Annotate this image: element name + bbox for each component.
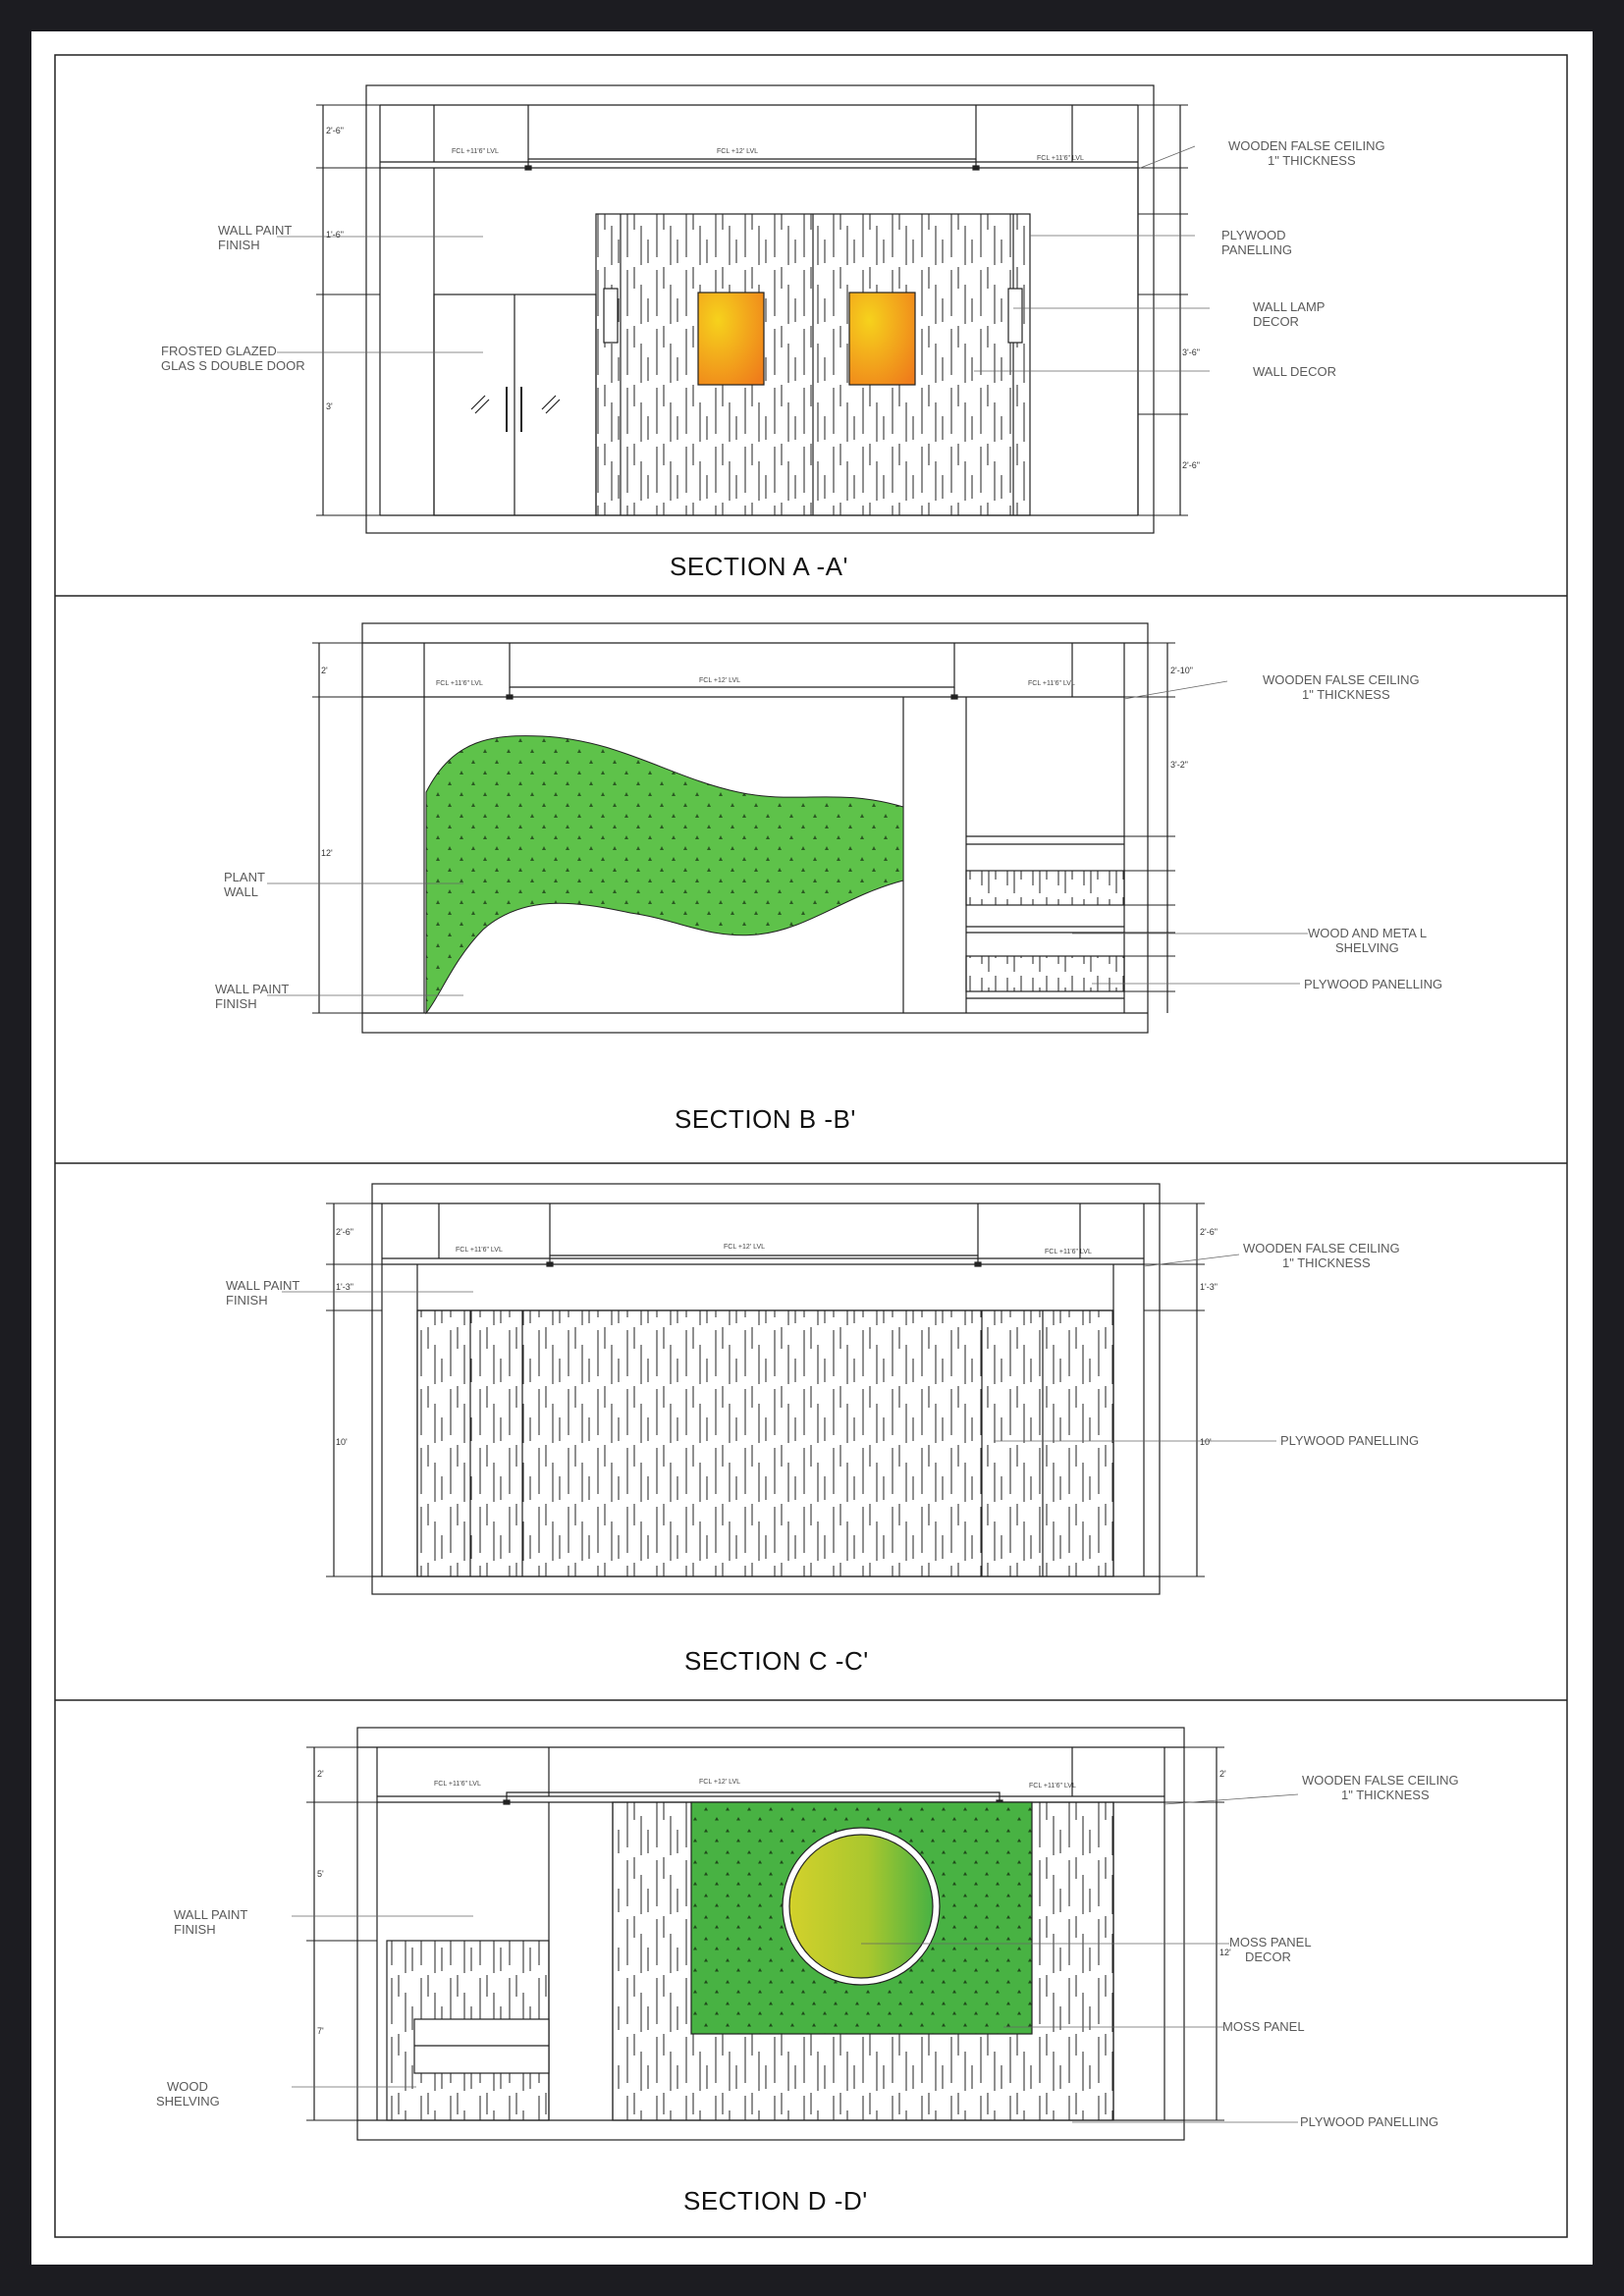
label-plywood: PLYWOOD PANELLING: [1300, 2114, 1439, 2129]
section-d-title: SECTION D -D': [683, 2186, 868, 2216]
wall-lamp-right: [849, 293, 915, 385]
label-ceiling: WOODEN FALSE CEILING: [1302, 1773, 1459, 1788]
label-wall-decor: WALL DECOR: [1253, 364, 1336, 379]
label-ceiling: WOODEN FALSE CEILING: [1263, 672, 1420, 687]
dim-label: 7': [317, 2026, 324, 2036]
dim-label: 2'-10": [1170, 666, 1193, 675]
dim-label: 2': [1219, 1769, 1226, 1779]
dim-label: 3'-6": [1182, 347, 1200, 357]
dim-label: 2': [317, 1769, 324, 1779]
dim-label: 2'-6": [1182, 460, 1200, 470]
dim-label: 1'-3": [1200, 1282, 1218, 1292]
label-plant: WALL: [224, 884, 258, 899]
label-wall-paint: WALL PAINT: [174, 1907, 248, 1922]
dim-label: 2': [321, 666, 328, 675]
fcl-label: FCL +11'6" LVL: [436, 680, 483, 687]
fcl-label: FCL +12' LVL: [724, 1244, 765, 1251]
label-shelving: WOOD: [167, 2079, 208, 2094]
label-wall-paint: FINISH: [174, 1922, 216, 1937]
moss-panel-decor: [789, 1835, 933, 1978]
section-c-title: SECTION C -C': [684, 1646, 869, 1676]
label-ceiling-thickness: 1" THICKNESS: [1302, 687, 1390, 702]
label-shelving: SHELVING: [1335, 940, 1399, 955]
fcl-label: FCL +12' LVL: [699, 677, 740, 684]
fcl-label: FCL +11'6" LVL: [1029, 1783, 1076, 1789]
label-plywood: PANELLING: [1221, 242, 1293, 257]
section-c: [282, 1184, 1276, 1594]
section-b: [267, 623, 1308, 1033]
fcl-label: FCL +12' LVL: [699, 1779, 740, 1786]
dim-label: 5': [317, 1869, 324, 1879]
label-ceiling: WOODEN FALSE CEILING: [1243, 1241, 1400, 1255]
section-a-title: SECTION A -A': [670, 552, 848, 581]
label-door: FROSTED GLAZED: [161, 344, 277, 358]
label-lamp: DECOR: [1253, 314, 1299, 329]
fcl-label: FCL +12' LVL: [717, 148, 758, 155]
dim-label: 1'-6": [326, 230, 344, 240]
label-ceiling-thickness: 1" THICKNESS: [1282, 1255, 1371, 1270]
fcl-label: FCL +11'6" LVL: [452, 148, 499, 155]
dim-label: 2'-6": [336, 1227, 353, 1237]
label-wall-paint: WALL PAINT: [215, 982, 290, 996]
dim-label: 10': [336, 1437, 348, 1447]
label-wall-paint: FINISH: [215, 996, 257, 1011]
label-moss-decor: DECOR: [1245, 1949, 1291, 1964]
label-lamp: WALL LAMP: [1253, 299, 1326, 314]
fcl-label: FCL +11'6" LVL: [1037, 155, 1084, 162]
fcl-label: FCL +11'6" LVL: [456, 1247, 503, 1254]
label-shelving: SHELVING: [156, 2094, 220, 2109]
label-moss-decor: MOSS PANEL: [1229, 1935, 1312, 1949]
dim-label: 12': [1219, 1948, 1231, 1957]
drawing-sheet: [31, 31, 1593, 2265]
label-ceiling-thickness: 1" THICKNESS: [1341, 1788, 1430, 1802]
section-d: [292, 1728, 1298, 2140]
label-plant: PLANT: [224, 870, 265, 884]
label-moss-panel: MOSS PANEL: [1222, 2019, 1305, 2034]
label-ceiling-thickness: 1" THICKNESS: [1268, 153, 1356, 168]
label-shelving: WOOD AND META L: [1308, 926, 1428, 940]
dim-label: 3': [326, 401, 333, 411]
plant-wall: [426, 736, 903, 1013]
fcl-label: FCL +11'6" LVL: [1028, 680, 1075, 687]
fcl-label: FCL +11'6" LVL: [434, 1781, 481, 1788]
label-door: GLAS S DOUBLE DOOR: [161, 358, 305, 373]
dim-label: 1'-3": [336, 1282, 353, 1292]
fcl-label: FCL +11'6" LVL: [1045, 1249, 1092, 1255]
dim-label: 2'-6": [1200, 1227, 1218, 1237]
dim-label: 2'-6": [326, 126, 344, 135]
label-wall-paint: FINISH: [218, 238, 260, 252]
label-wall-paint: FINISH: [226, 1293, 268, 1308]
label-wall-paint: WALL PAINT: [218, 223, 293, 238]
elevation-drawings: [31, 31, 1593, 2265]
dim-label: 10': [1200, 1437, 1212, 1447]
label-ceiling: WOODEN FALSE CEILING: [1228, 138, 1385, 153]
label-plywood: PLYWOOD PANELLING: [1280, 1433, 1420, 1448]
dim-label: 12': [321, 848, 333, 858]
label-wall-paint: WALL PAINT: [226, 1278, 300, 1293]
wall-lamp-left: [698, 293, 764, 385]
label-plywood: PLYWOOD PANELLING: [1304, 977, 1443, 991]
dim-label: 3'-2": [1170, 760, 1188, 770]
section-b-title: SECTION B -B': [675, 1104, 856, 1134]
label-plywood: PLYWOOD: [1221, 228, 1286, 242]
